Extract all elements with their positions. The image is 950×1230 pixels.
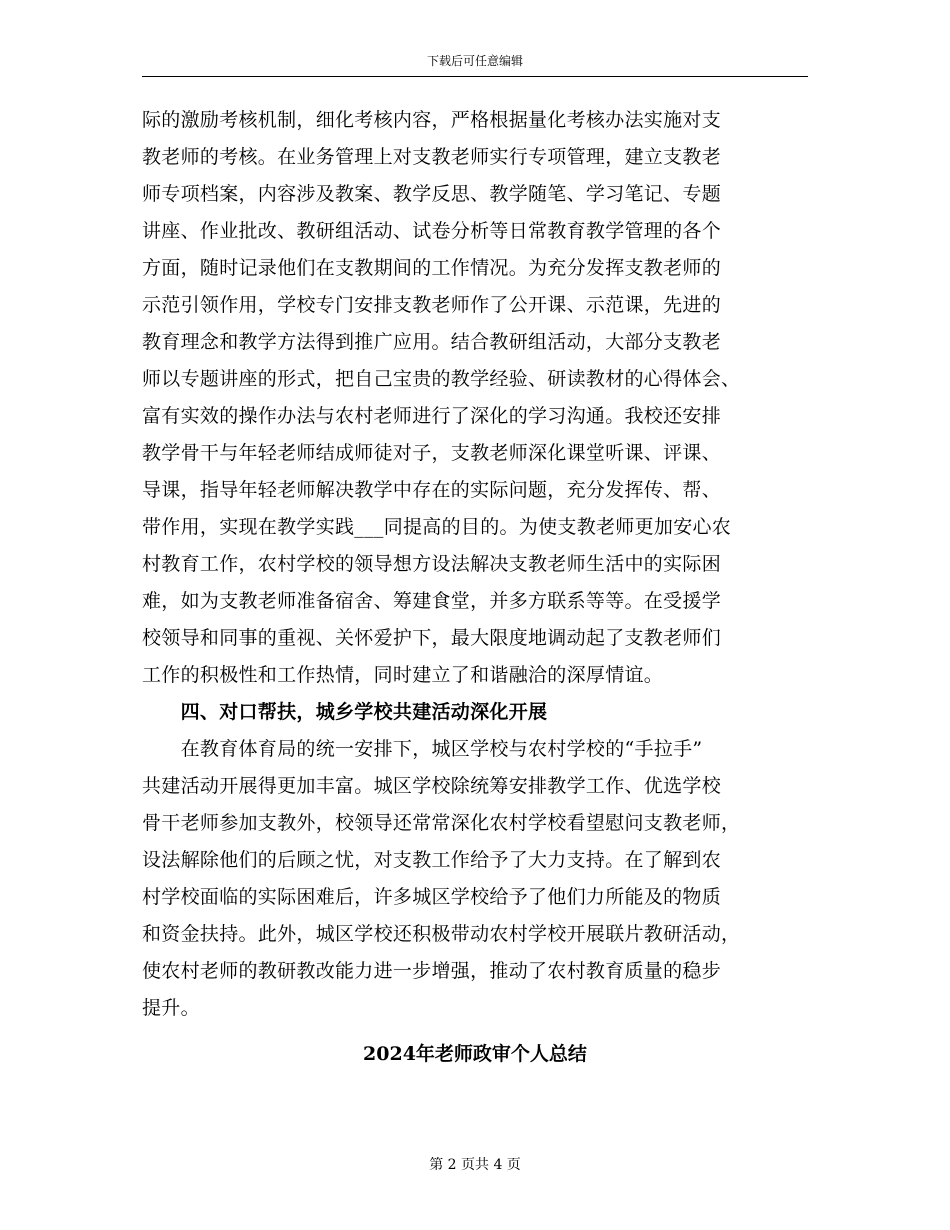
body-line: 师以专题讲座的形式，把自己宝贵的教学经验、研读教材的心得体会、 bbox=[142, 368, 741, 390]
body-line: 教老师的考核。在业务管理上对支教老师实行专项管理，建立支教老 bbox=[142, 146, 722, 168]
body-line: 共建活动开展得更加丰富。城区学校除统筹安排教学工作、优选学校 bbox=[142, 775, 722, 797]
body-line: 村学校面临的实际困难后，许多城区学校给予了他们力所能及的物质 bbox=[142, 886, 722, 908]
body-line: 工作的积极性和工作热情，同时建立了和谐融洽的深厚情谊。 bbox=[142, 664, 664, 686]
body-line: 和资金扶持。此外，城区学校还积极带动农村学校开展联片教研活动， bbox=[142, 923, 741, 945]
body-line: 校领导和同事的重视、关怀爱护下，最大限度地调动起了支教老师们 bbox=[142, 627, 722, 649]
body-line: 示范引领作用，学校专门安排支教老师作了公开课、示范课，先进的 bbox=[142, 294, 722, 316]
body-line: 带作用，实现在教学实践___同提高的目的。为使支教老师更加安心农 bbox=[142, 516, 732, 538]
body-line: 际的激励考核机制，细化考核内容，严格根据量化考核办法实施对支 bbox=[142, 109, 722, 131]
page-header-note: 下载后可任意编辑 bbox=[426, 54, 523, 68]
body-line: 教学骨干与年轻老师结成师徒对子，支教老师深化课堂听课、评课、 bbox=[142, 442, 722, 464]
body-line: 教育理念和教学方法得到推广应用。结合教研组活动，大部分支教老 bbox=[142, 331, 722, 353]
body-line: 在教育体育局的统一安排下，城区学校与农村学校的“手拉手” bbox=[142, 738, 703, 760]
body-line: 提升。 bbox=[142, 997, 200, 1019]
header-rule bbox=[142, 76, 808, 77]
body-line: 方面，随时记录他们在支教期间的工作情况。为充分发挥支教老师的 bbox=[142, 257, 722, 279]
document-body bbox=[142, 102, 822, 1027]
body-line: 富有实效的操作办法与农村老师进行了深化的学习沟通。我校还安排 bbox=[142, 405, 722, 427]
body-line: 难，如为支教老师准备宿舍、筹建食堂，并多方联系等等。在受援学 bbox=[142, 590, 722, 612]
body-line: 师专项档案，内容涉及教案、教学反思、教学随笔、学习笔记、专题 bbox=[142, 183, 722, 205]
body-line: 村教育工作，农村学校的领导想方设法解决支教老师生活中的实际困 bbox=[142, 553, 722, 575]
body-line: 设法解除他们的后顾之忧，对支教工作给予了大力支持。在了解到农 bbox=[142, 849, 722, 871]
body-line: 讲座、作业批改、教研组活动、试卷分析等日常教育教学管理的各个 bbox=[142, 220, 722, 242]
body-line: 导课，指导年轻老师解决教学中存在的实际问题，充分发挥传、帮、 bbox=[142, 479, 722, 501]
page-number: 第 2 页共 4 页 bbox=[429, 1157, 521, 1173]
body-line: 使农村老师的教研教改能力进一步增强，推动了农村教育质量的稳步 bbox=[142, 960, 722, 982]
next-document-title: 2024年老师政审个人总结 bbox=[363, 1043, 587, 1065]
body-line: 骨干老师参加支教外，校领导还常常深化农村学校看望慰问支教老师， bbox=[142, 812, 741, 834]
section-heading: 四、对口帮扶，城乡学校共建活动深化开展 bbox=[142, 701, 548, 723]
